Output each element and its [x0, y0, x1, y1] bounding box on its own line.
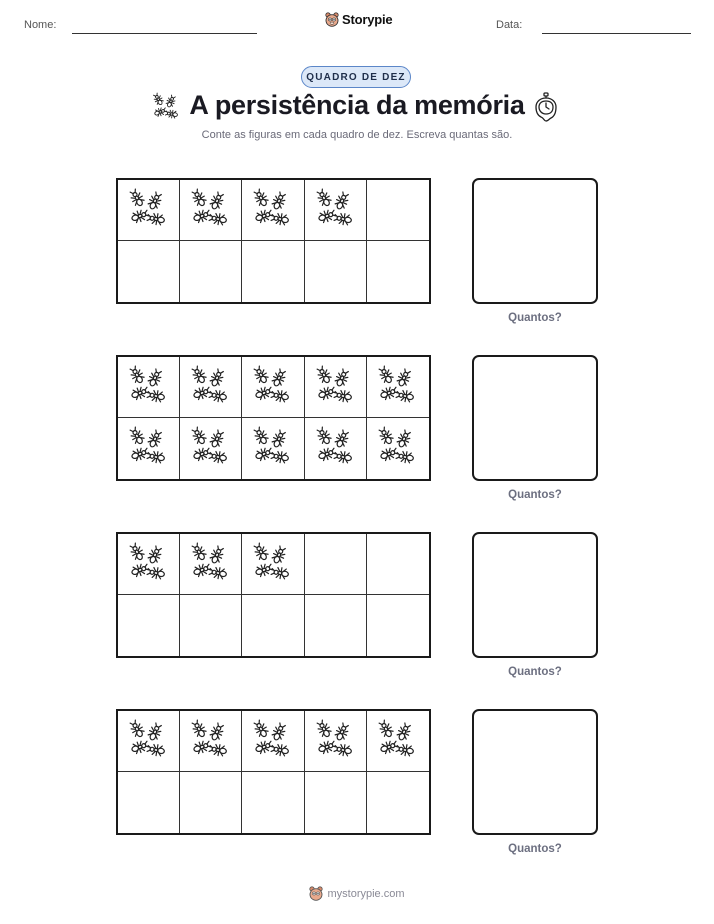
ten-frame-cell [305, 241, 367, 302]
brand-logo [325, 12, 392, 27]
answer-label: Quantos? [508, 666, 562, 678]
ten-frame-cell [118, 357, 180, 418]
footer [0, 886, 714, 901]
ten-frame-cell [118, 241, 180, 302]
ant-cluster-icon [377, 365, 417, 407]
ten-frame-cell [180, 357, 242, 418]
ant-cluster-icon [377, 426, 417, 468]
ant-cluster-icon [252, 426, 292, 468]
ten-frame-cell [180, 418, 242, 479]
ten-frame-cell [242, 772, 304, 833]
ten-frame-cell [367, 357, 429, 418]
answer-box[interactable] [472, 532, 598, 658]
brand-name: Storypie [342, 12, 393, 27]
answer-label: Quantos? [508, 489, 562, 501]
storypie-mascot-icon [325, 12, 339, 27]
ten-frame-cell [305, 357, 367, 418]
answer-box[interactable] [472, 355, 598, 481]
ten-frame-cell [367, 534, 429, 595]
ant-cluster-icon [315, 188, 355, 230]
ant-cluster-icon [252, 188, 292, 230]
ten-frame-cell [118, 534, 180, 595]
ten-frame-cell [118, 711, 180, 772]
ten-frame-cell [305, 534, 367, 595]
ant-cluster-icon [190, 542, 230, 584]
date-line[interactable] [542, 33, 691, 34]
ten-frame-cell [305, 418, 367, 479]
exercise-1 [0, 178, 714, 338]
ant-cluster-icon [128, 542, 168, 584]
ten-frame-cell [180, 711, 242, 772]
worksheet-type-badge: QUADRO DE DEZ [301, 66, 411, 88]
ant-cluster-icon [190, 719, 230, 761]
name-line[interactable] [72, 33, 257, 34]
exercise-2 [0, 355, 714, 515]
ant-cluster-icon [252, 542, 292, 584]
answer-label: Quantos? [508, 843, 562, 855]
ten-frame-cell [367, 241, 429, 302]
ten-frame-cell [242, 357, 304, 418]
ten-frame [116, 178, 431, 304]
answer-box[interactable] [472, 178, 598, 304]
ten-frame-cell [305, 595, 367, 656]
worksheet-header [0, 0, 714, 50]
ten-frame-cell [367, 595, 429, 656]
ten-frame-cell [242, 418, 304, 479]
ten-frame-cell [367, 711, 429, 772]
ant-cluster-icon [190, 365, 230, 407]
answer-box[interactable] [472, 709, 598, 835]
ten-frame-cell [118, 595, 180, 656]
ten-frame-cell [242, 180, 304, 241]
ten-frame [116, 532, 431, 658]
ant-cluster-icon [128, 719, 168, 761]
name-label: Nome: [24, 19, 57, 31]
ten-frame-cell [118, 772, 180, 833]
storypie-mascot-icon [309, 886, 323, 901]
ant-cluster-icon [377, 719, 417, 761]
ant-cluster-icon [190, 426, 230, 468]
ten-frame-cell [305, 711, 367, 772]
ten-frame-cell [180, 534, 242, 595]
ten-frame-cell [118, 418, 180, 479]
ten-frame-cell [305, 772, 367, 833]
answer-label: Quantos? [508, 312, 562, 324]
ant-cluster-icon [128, 365, 168, 407]
ant-cluster-icon [315, 719, 355, 761]
ten-frame-cell [367, 418, 429, 479]
melting-pocket-watch-icon [533, 92, 559, 122]
ten-frame-cell [242, 711, 304, 772]
footer-url: mystorypie.com [327, 887, 405, 900]
ant-cluster-icon [190, 188, 230, 230]
ant-cluster-icon [252, 719, 292, 761]
ten-frame-cell [242, 595, 304, 656]
ten-frame-cell [180, 180, 242, 241]
ant-cluster-icon [315, 426, 355, 468]
ten-frame [116, 709, 431, 835]
ten-frame-cell [180, 595, 242, 656]
ant-cluster-icon [128, 426, 168, 468]
ten-frame-cell [242, 241, 304, 302]
ten-frame-cell [242, 534, 304, 595]
ant-cluster-icon [252, 365, 292, 407]
worksheet-title: A persistência da memória [189, 90, 525, 120]
ten-frame-cell [305, 180, 367, 241]
exercise-3 [0, 532, 714, 692]
ten-frame-cell [180, 772, 242, 833]
ten-frame-cell [367, 180, 429, 241]
ten-frame-cell [367, 772, 429, 833]
instructions: Conte as figuras em cada quadro de dez. Escreva quantas são. [201, 129, 513, 141]
ten-frame [116, 355, 431, 481]
ant-cluster-icon [315, 365, 355, 407]
ten-frame-cell [118, 180, 180, 241]
date-label: Data: [496, 19, 523, 31]
ten-frame-cell [180, 241, 242, 302]
ant-cluster-icon [128, 188, 168, 230]
exercise-4 [0, 709, 714, 869]
